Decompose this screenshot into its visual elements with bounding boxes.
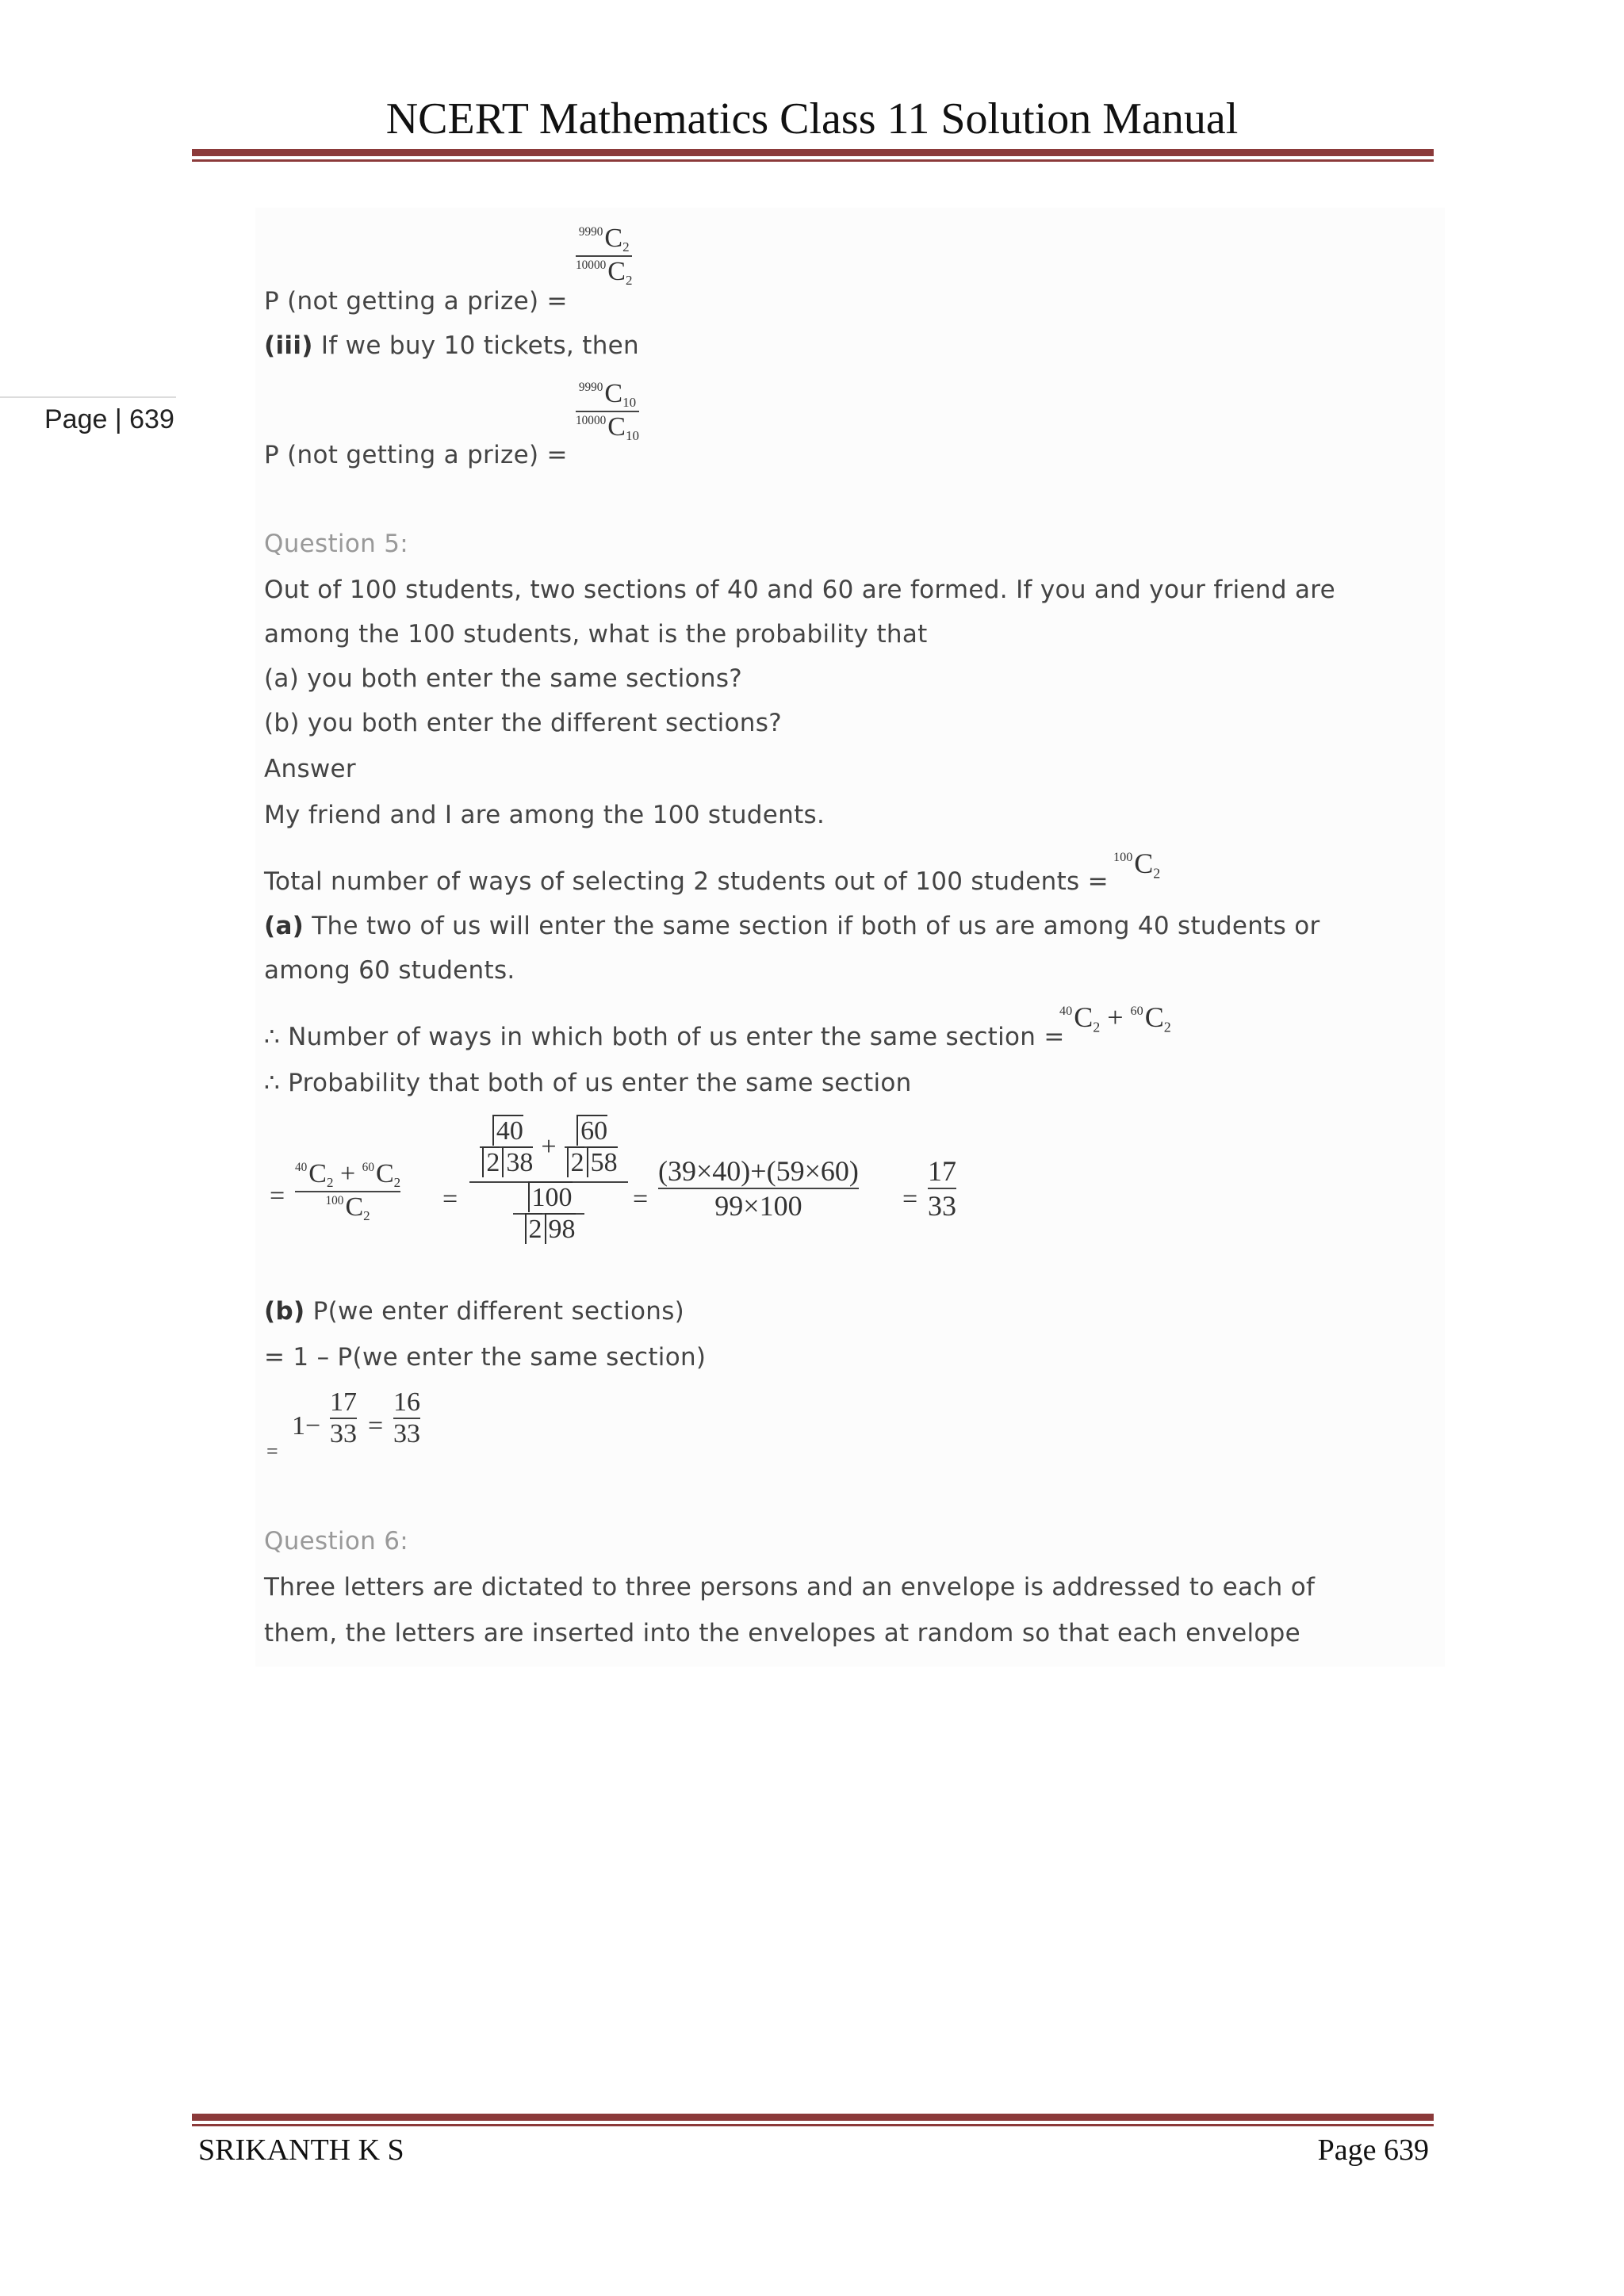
equals-sign-1: = bbox=[270, 1181, 285, 1211]
q5-text-line-1: Out of 100 students, two sections of 40 and 60 are formed. If you and your friend are bbox=[264, 576, 1336, 604]
probability-same-section-line: ∴ Probability that both of us enter the same section bbox=[264, 1069, 912, 1097]
equals-sign-4: = bbox=[902, 1184, 918, 1214]
eq-combination-fraction: $^{40}C_2 + ^{60}C_2$ $^{100}C_2$ bbox=[295, 1159, 401, 1223]
p-not-prize-line-1: P (not getting a prize) = bbox=[264, 287, 568, 316]
part-b-one-minus: 1− bbox=[292, 1411, 321, 1441]
q6-text-line-2: them, the letters are inserted into the envelopes at random so that each envelope bbox=[264, 1619, 1300, 1647]
equals-sign-2: = bbox=[442, 1184, 458, 1214]
page-header-title: NCERT Mathematics Class 11 Solution Manual bbox=[385, 94, 1239, 144]
ways-same-section-line: ∴ Number of ways in which both of us enter the same section = bbox=[264, 1023, 1065, 1051]
footer-page-number: Page 639 bbox=[1317, 2133, 1429, 2167]
ways-same-section-expression: $^{40}C_2 + ^{60}C_2$ bbox=[1059, 1001, 1171, 1035]
eq-result-fraction: 17 33 bbox=[928, 1155, 956, 1222]
part-b-fraction-16-33: 16 33 bbox=[393, 1387, 420, 1448]
equals-sign-b2: = bbox=[368, 1411, 384, 1441]
question-5-heading: Question 5: bbox=[264, 530, 408, 558]
footer-author: SRIKANTH K S bbox=[198, 2133, 404, 2167]
answer-label: Answer bbox=[264, 755, 356, 783]
part-a-line-2: among 60 students. bbox=[264, 956, 515, 985]
part-iii-line: (iii) If we buy 10 tickets, then bbox=[264, 331, 639, 360]
q5-option-a: (a) you both enter the same sections? bbox=[264, 664, 743, 693]
part-a-line-1: (a) The two of us will enter the same section if both of us are among 40 students or bbox=[264, 912, 1320, 940]
question-6-heading: Question 6: bbox=[264, 1527, 408, 1556]
header-rule bbox=[192, 149, 1434, 162]
equals-sign-b: = bbox=[266, 1440, 278, 1463]
footer-rule bbox=[192, 2114, 1434, 2126]
fraction-9990c10-over-10000c10: $^{9990}C_{10}$ $^{10000}C_{10}$ bbox=[576, 379, 639, 443]
q6-text-line-1: Three letters are dictated to three persons and an envelope is addressed to each of bbox=[264, 1573, 1316, 1601]
q5-option-b: (b) you both enter the different sections? bbox=[264, 709, 782, 737]
margin-divider bbox=[0, 396, 176, 398]
total-ways-expression: $^{100}C_2$ bbox=[1113, 848, 1161, 882]
total-ways-line: Total number of ways of selecting 2 students out of 100 students = bbox=[264, 867, 1109, 896]
eq-product-fraction: (39×40)+(59×60) 99×100 bbox=[658, 1155, 859, 1222]
part-b-line-1: (b) P(we enter different sections) bbox=[264, 1297, 685, 1326]
eq-factorial-fraction: 40 2 38 + 60 2 58 100 2 98 bbox=[469, 1116, 628, 1245]
part-b-fraction-17-33: 17 33 bbox=[330, 1387, 357, 1448]
part-b-line-2: = 1 – P(we enter the same section) bbox=[264, 1343, 707, 1372]
fraction-9990c2-over-10000c2: $^{9990}C_2$ $^{10000}C_2$ bbox=[576, 224, 633, 288]
margin-page-label: Page | 639 bbox=[44, 404, 174, 434]
equals-sign-3: = bbox=[633, 1184, 649, 1214]
answer-line-1: My friend and I are among the 100 students. bbox=[264, 801, 825, 829]
p-not-prize-line-2: P (not getting a prize) = bbox=[264, 441, 568, 469]
q5-text-line-2: among the 100 students, what is the probability that bbox=[264, 620, 928, 649]
